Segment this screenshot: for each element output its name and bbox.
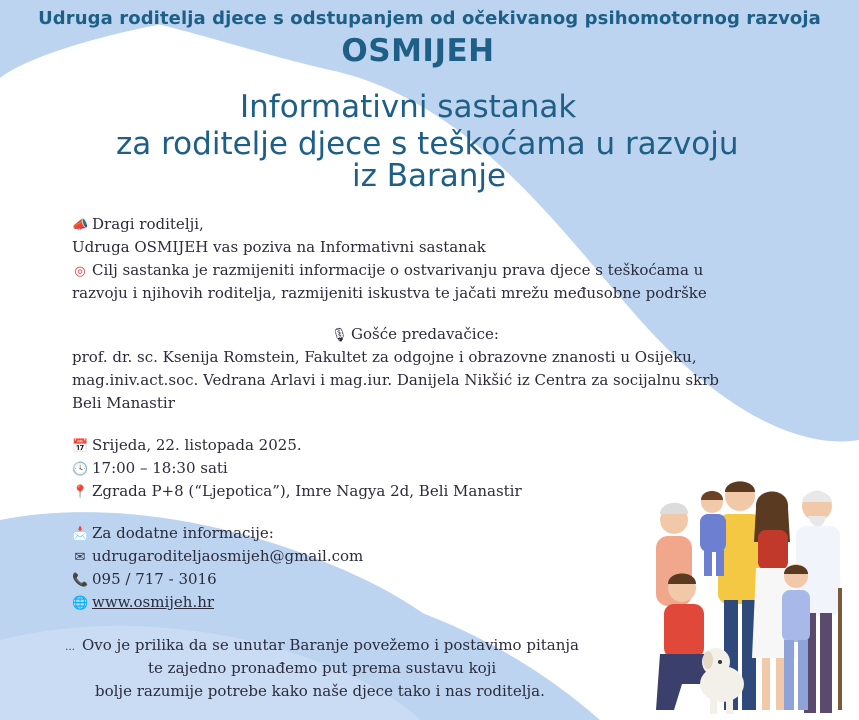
target-icon: ◎ — [74, 264, 86, 279]
goal-text-1: Cilj sastanka je razmijeniti informacije o ostvarivanju prava djece s teškoćama u — [92, 261, 704, 279]
closing-line-3: bolje razumije potrebe kako naše djece tako i nas roditelja. — [95, 682, 545, 700]
website-link[interactable]: www.osmijeh.hr — [92, 593, 215, 611]
brand-name: OSMIJEH — [341, 33, 495, 69]
event-time-text: 17:00 – 18:30 sati — [92, 459, 228, 477]
contact-heading — [72, 522, 274, 546]
title-line-2: za roditelje djece s teškoćama u razvoju — [116, 126, 739, 162]
contact-email[interactable] — [72, 545, 363, 569]
contact-phone[interactable] — [72, 568, 217, 592]
goal-line-1 — [72, 259, 703, 283]
family-illustration — [612, 478, 859, 720]
event-time — [72, 457, 228, 481]
speech-icon: … — [65, 642, 75, 653]
speakers-line-3: Beli Manastir — [72, 394, 175, 412]
organization-name: Udruga roditelja djece s odstupanjem od očekivanog psihomotornog razvoja — [38, 8, 821, 29]
title-line-1: Informativni sastanak — [240, 89, 577, 125]
globe-icon: 🌐 — [72, 596, 89, 611]
greeting-text: Dragi roditelji, — [92, 215, 204, 233]
greeting-line — [72, 213, 204, 237]
speakers-heading-text: Gošće predavačice: — [351, 325, 499, 343]
invitation-text: Udruga OSMIJEH vas poziva na Informativni sastanak — [72, 238, 486, 256]
goal-line-2: razvoju i njihovih roditelja, razmijeniti iskustva te jačati mrežu međusobne podrške — [72, 284, 707, 302]
speakers-heading — [331, 323, 499, 347]
speakers-line-1: prof. dr. sc. Ksenija Romstein, Fakultet za odgojne i obrazovne znanosti u Osijeku, — [72, 348, 697, 366]
phone-text[interactable]: 095 / 717 - 3016 — [92, 570, 217, 588]
clock-icon: 🕓 — [72, 462, 89, 477]
closing-line-2: te zajedno pronađemo put prema sustavu koji — [148, 659, 497, 677]
event-date — [72, 434, 302, 458]
speakers-line-2: mag.iniv.act.soc. Vedrana Arlavi i mag.iur. Danijela Nikšić iz Centra za socijalnu skrb — [72, 371, 719, 389]
contact-website[interactable] — [72, 591, 214, 615]
incoming-mail-icon: ✉ — [74, 550, 86, 565]
email-text[interactable]: udrugaroditeljaosmijeh@gmail.com — [92, 547, 364, 565]
calendar-icon: 📅 — [72, 439, 89, 454]
closing-line-1 — [62, 634, 579, 659]
closing-text-1: Ovo je prilika da se unutar Baranje povežemo i postavimo pitanja — [82, 636, 579, 654]
microphone-icon: 🎙 — [331, 328, 348, 343]
contact-heading-text: Za dodatne informacije: — [92, 524, 274, 542]
pin-icon: 📍 — [72, 485, 89, 500]
event-date-text: Srijeda, 22. listopada 2025. — [92, 436, 302, 454]
event-location — [72, 480, 522, 504]
megaphone-icon: 📣 — [72, 218, 89, 233]
title-line-3: iz Baranje — [352, 158, 507, 194]
event-location-text: Zgrada P+8 (“Ljepotica”), Imre Nagya 2d, Beli Manastir — [92, 482, 522, 500]
envelope-icon: 📩 — [72, 527, 89, 542]
phone-icon: 📞 — [72, 573, 89, 588]
